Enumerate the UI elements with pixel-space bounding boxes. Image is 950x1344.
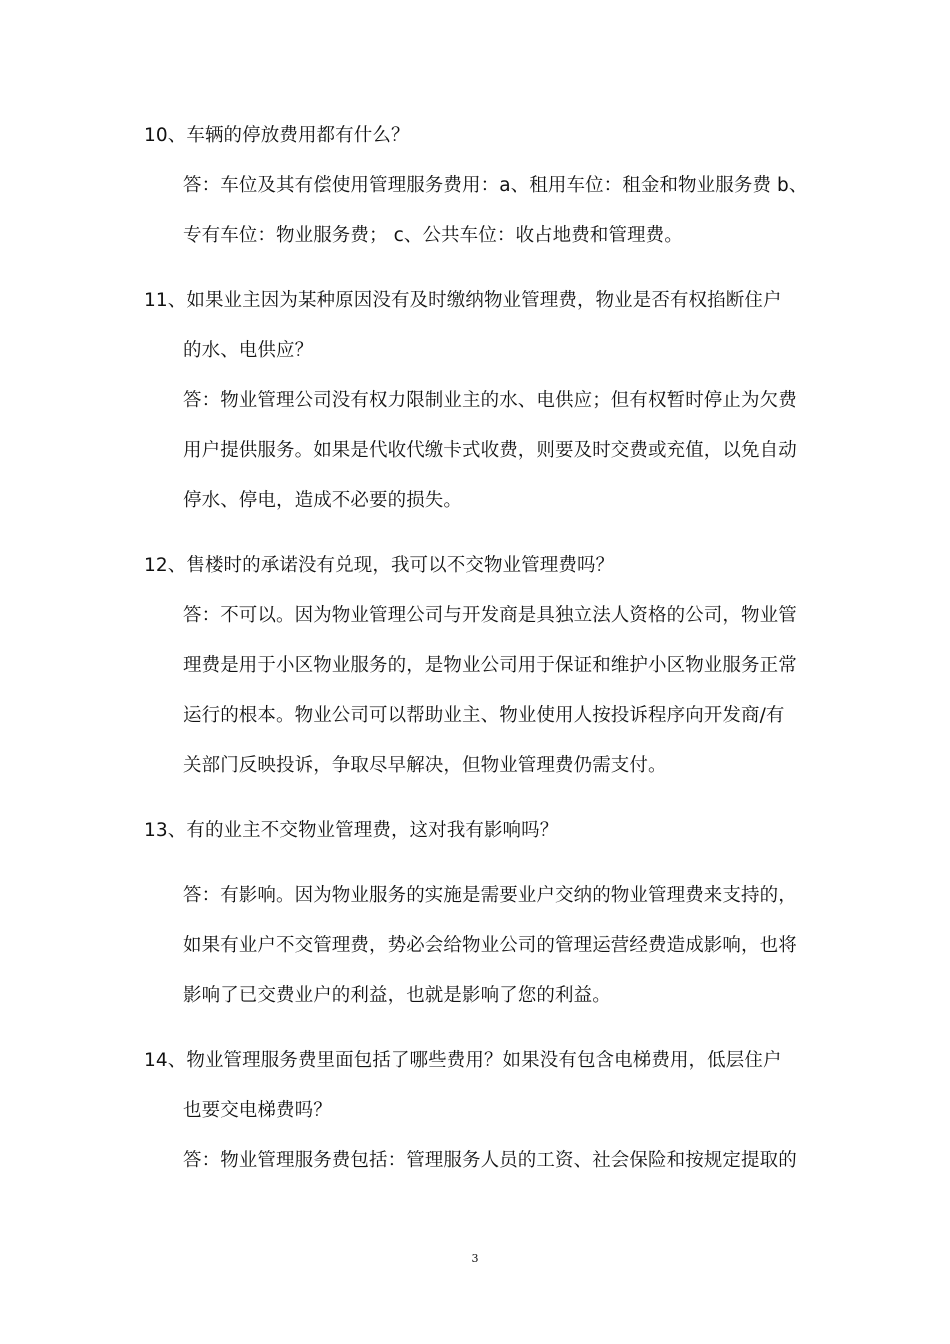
answer-13-line-1: 答：有影响。因为物业服务的实施是需要业户交纳的物业管理费来支持的， — [183, 885, 797, 906]
answer-12-line-4: 关部门反映投诉，争取尽早解决，但物业管理费仍需支付。 — [183, 755, 667, 776]
answer-11-line-2: 用户提供服务。如果是代收代缴卡式收费，则要及时交费或充值，以免自动 — [183, 440, 797, 461]
page-number: 3 — [471, 1252, 479, 1265]
answer-12-line-3: 运行的根本。物业公司可以帮助业主、物业使用人按投诉程序向开发商/有 — [183, 705, 785, 726]
answer-10-line-2: 专有车位：物业服务费； c、公共车位：收占地费和管理费。 — [183, 225, 683, 246]
answer-14-line-1: 答：物业管理服务费包括：管理服务人员的工资、社会保险和按规定提取的 — [183, 1150, 797, 1171]
question-11-line-1: 11、如果业主因为某种原因没有及时缴纳物业管理费，物业是否有权掐断住户 — [144, 290, 782, 311]
question-11-line-2: 的水、电供应？ — [183, 340, 314, 361]
answer-10-line-1: 答：车位及其有偿使用管理服务费用：a、租用车位：租金和物业服务费 b、 — [183, 175, 808, 196]
answer-13-line-3: 影响了已交费业户的利益，也就是影响了您的利益。 — [183, 985, 611, 1006]
answer-12-line-2: 理费是用于小区物业服务的，是物业公司用于保证和维护小区物业服务正常 — [183, 655, 797, 676]
answer-13-line-2: 如果有业户不交管理费，势必会给物业公司的管理运营经费造成影响，也将 — [183, 935, 797, 956]
answer-11-line-3: 停水、停电，造成不必要的损失。 — [183, 490, 463, 511]
answer-12-line-1: 答：不可以。因为物业管理公司与开发商是具独立法人资格的公司，物业管 — [183, 605, 797, 626]
question-10-line-1: 10、车辆的停放费用都有什么？ — [144, 125, 410, 146]
question-13-line-1: 13、有的业主不交物业管理费，这对我有影响吗？ — [144, 820, 559, 841]
question-14-line-1: 14、物业管理服务费里面包括了哪些费用？如果没有包含电梯费用，低层住户 — [144, 1050, 782, 1071]
answer-11-line-1: 答：物业管理公司没有权力限制业主的水、电供应；但有权暂时停止为欠费 — [183, 390, 797, 411]
question-14-line-2: 也要交电梯费吗？ — [183, 1100, 332, 1121]
question-12-line-1: 12、售楼时的承诺没有兑现，我可以不交物业管理费吗？ — [144, 555, 615, 576]
